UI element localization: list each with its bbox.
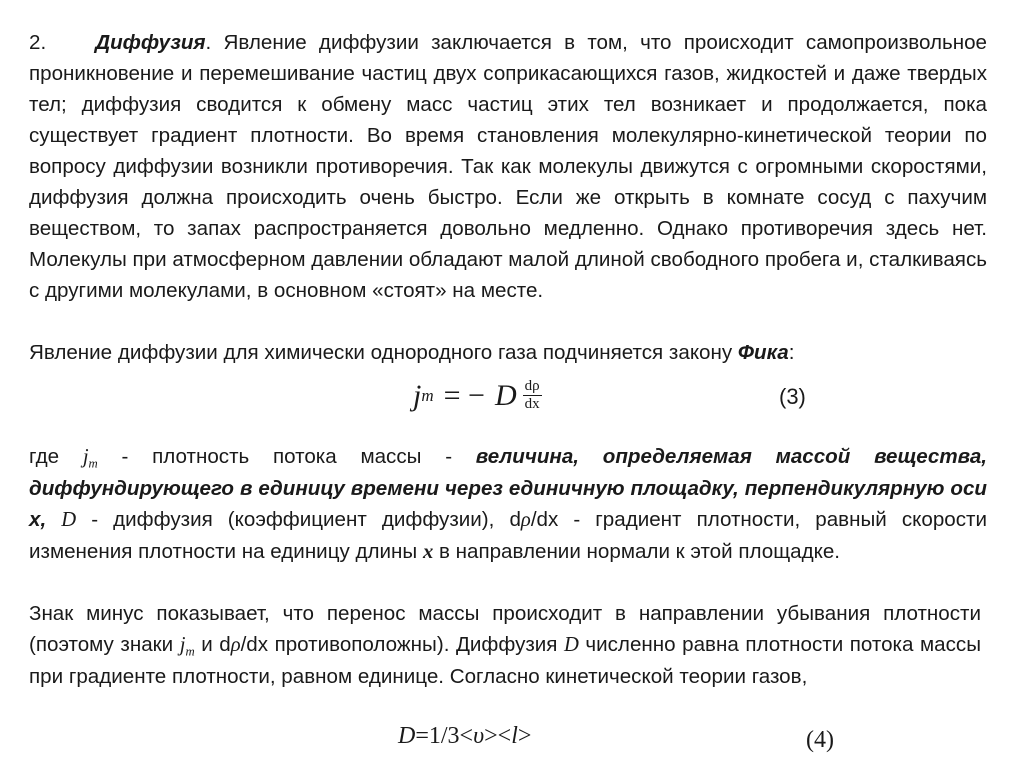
where-word: где bbox=[29, 445, 83, 468]
formula3-lhs: j bbox=[413, 378, 422, 412]
symbol-rho: ρ bbox=[520, 509, 531, 531]
formula-fick bbox=[413, 378, 542, 413]
paragraph4-text-3: /dx противоположны). Диффузия bbox=[240, 633, 564, 656]
section-number: 2. bbox=[29, 31, 47, 54]
paragraph2-colon: : bbox=[788, 341, 795, 364]
symbol-j: j bbox=[179, 634, 186, 656]
paragraph-diffusion-intro bbox=[29, 27, 987, 306]
symbol-d: D bbox=[564, 634, 579, 656]
formula3-lhs-sub: m bbox=[421, 385, 434, 405]
fick-name: Фика bbox=[737, 341, 789, 364]
symbol-j: j bbox=[82, 446, 89, 468]
symbol-d: D bbox=[61, 509, 77, 531]
flux-definition: величина, определяемая массой вещества, диффундирующего в единицу времени через единичную площадку, перпендикулярную оси x, bbox=[29, 445, 988, 531]
paragraph-fick-law bbox=[29, 337, 987, 368]
gradient-text: /dx - градиент плотности, равный скорости изменения плотности на единицу длины bbox=[29, 508, 987, 563]
paragraph-minus-sign bbox=[29, 598, 981, 692]
symbol-rho: ρ bbox=[230, 634, 241, 656]
symbol-j-sub: m bbox=[88, 456, 98, 471]
flux-density-text: - плотность потока массы - bbox=[97, 445, 476, 468]
paragraph1-text: . Явление диффузии заключается в том, что происходит самопроизвольное проникновение и перемешивание частиц двух соприкасающихся газов, жидкостей и даже твердых тел; диффузия сводится к обмену масс частиц этих тел возникает и продолжается, пока существует градиент плотности. Во время становления молекулярно-кинетической теории по вопросу диффузии возникли противоречия. Так как молекулы движутся с огромными скоростями, диффузия должна происходить очень быстро. Если же открыть в комнате сосуд с пахучим веществом, то запах распространяется довольно медленно. Однако противоречия здесь нет. Молекулы при атмосферном давлении обладают малой длиной свободного пробега и, сталкиваясь с другими молекулами, в основном «стоят» на месте. bbox=[29, 31, 987, 302]
diffusion-coef-text: - диффузия (коэффициент диффузии), d bbox=[76, 508, 521, 531]
formula-kinetic-diffusion bbox=[398, 723, 531, 750]
paragraph2-text: Явление диффузии для химически однородного газа подчиняется закону bbox=[29, 341, 738, 364]
formula4-l: l bbox=[511, 723, 518, 749]
symbol-j-sub: m bbox=[185, 644, 195, 659]
formula3-coef: D bbox=[494, 378, 517, 412]
formula4-d: D bbox=[398, 723, 416, 749]
normal-text: в направлении нормали к этой площадке. bbox=[433, 540, 841, 563]
paragraph4-text-4: численно равна плотности потока массы при градиенте плотности, равном единице. Согласно кинетической теории газов, bbox=[29, 633, 981, 688]
paragraph4-text-2: и d bbox=[194, 633, 231, 656]
paragraph-definitions bbox=[29, 441, 987, 568]
formula4-end: > bbox=[517, 723, 532, 749]
formula3-fraction bbox=[523, 378, 542, 413]
formula4-mid: >< bbox=[484, 723, 512, 749]
formula3-numerator: dρ bbox=[524, 378, 540, 394]
formula4-v: υ bbox=[473, 723, 485, 749]
paragraph4-text-1: Знак минус показывает, что перенос массы происходит в направлении убывания плотности (поэтому знаки bbox=[29, 602, 981, 656]
formula3-denominator: dx bbox=[524, 396, 540, 412]
formula3-eq: = − bbox=[443, 378, 485, 412]
equation-number-4: (4) bbox=[806, 727, 834, 753]
symbol-x: x bbox=[422, 541, 434, 563]
equation-number-3: (3) bbox=[779, 384, 806, 409]
section-term: Диффузия bbox=[95, 31, 206, 54]
formula4-body: =1/3< bbox=[415, 723, 474, 749]
